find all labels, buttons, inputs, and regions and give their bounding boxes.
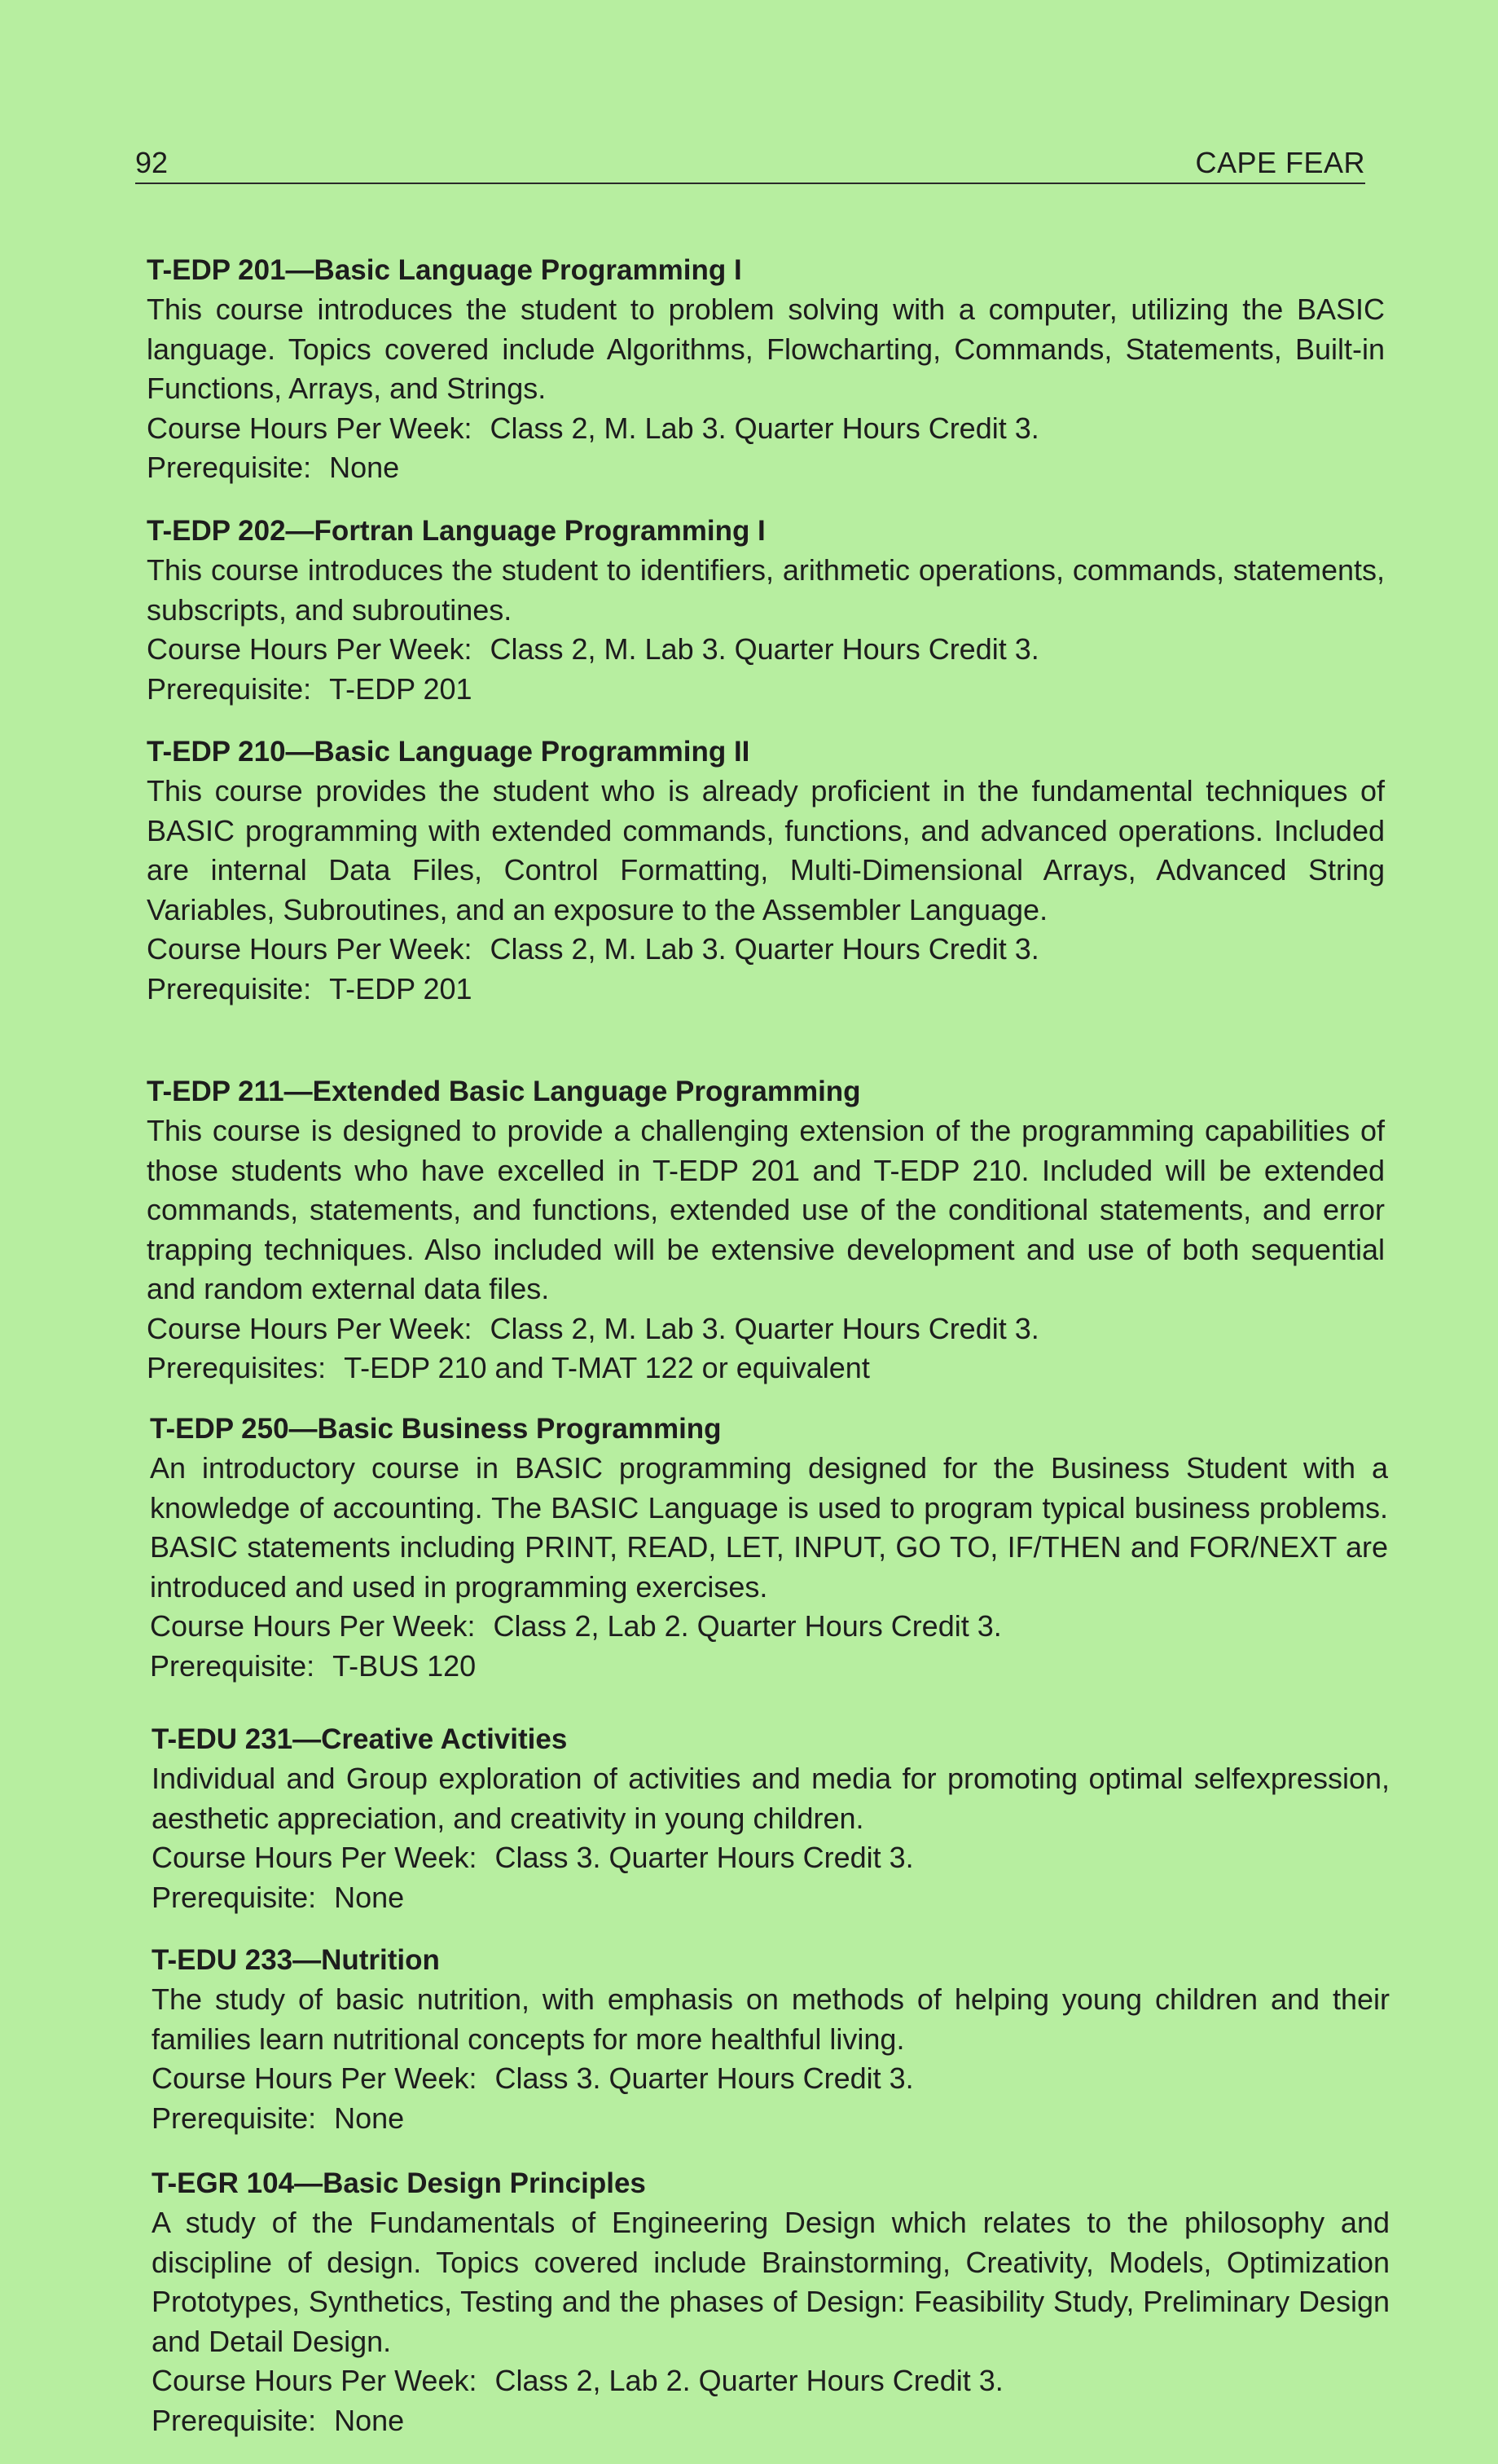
prerequisite-label: Prerequisite: xyxy=(147,971,312,1005)
course-prerequisite xyxy=(147,448,1385,488)
course-hours-value: Class 3. Quarter Hours Credit 3. xyxy=(494,1841,914,1874)
course-title: T-EDP 250—Basic Business Programming xyxy=(150,1413,722,1445)
course-hours-label: Course Hours Per Week: xyxy=(152,2364,477,2397)
course-hours xyxy=(152,1838,1390,1878)
course-hours-value: Class 2, M. Lab 3. Quarter Hours Credit 3. xyxy=(490,1311,1039,1345)
course-prerequisite xyxy=(152,2401,1390,2441)
prerequisite-label: Prerequisite: xyxy=(152,1880,317,1914)
course-hours-value: Class 2, M. Lab 3. Quarter Hours Credit 3. xyxy=(490,932,1039,966)
course-title: T-EDP 211—Extended Basic Language Programming xyxy=(147,1076,861,1107)
running-head xyxy=(135,143,1365,184)
course-description: This course introduces the student to identifiers, arithmetic operations, commands, statements, subscripts, and subroutines. xyxy=(147,553,1385,627)
course-hours xyxy=(152,2361,1390,2401)
course-entry xyxy=(147,732,1385,1009)
page-number: 92 xyxy=(135,146,169,179)
course-hours-value: Class 2, M. Lab 3. Quarter Hours Credit 3. xyxy=(490,632,1039,666)
course-title: T-EDU 231—Creative Activities xyxy=(152,1723,568,1755)
course-prerequisite xyxy=(147,1349,1385,1388)
course-hours-label: Course Hours Per Week: xyxy=(147,1311,472,1345)
course-title: T-EDP 201—Basic Language Programming I xyxy=(147,254,742,286)
course-entry xyxy=(152,1719,1390,1917)
course-entry xyxy=(152,2163,1390,2440)
course-prerequisite xyxy=(147,670,1385,710)
course-title: T-EDP 202—Fortran Language Programming I xyxy=(147,515,766,547)
prerequisite-value: None xyxy=(334,2403,405,2437)
course-prerequisite xyxy=(147,970,1385,1010)
course-description: The study of basic nutrition, with emphasis on methods of helping young children and their families learn nutritional concepts for more healthful living. xyxy=(152,1982,1390,2056)
course-title: T-EDP 210—Basic Language Programming II xyxy=(147,736,750,768)
course-entry xyxy=(152,1940,1390,2138)
prerequisite-label: Prerequisite: xyxy=(152,2403,317,2437)
prerequisite-value: T-EDP 201 xyxy=(329,671,472,706)
prerequisite-value: None xyxy=(334,1880,405,1914)
prerequisite-label: Prerequisite: xyxy=(150,1648,315,1683)
course-hours xyxy=(150,1607,1388,1647)
course-entry xyxy=(147,511,1385,709)
course-hours-value: Class 2, Lab 2. Quarter Hours Credit 3. xyxy=(493,1609,1002,1643)
course-prerequisite xyxy=(150,1647,1388,1687)
course-hours-label: Course Hours Per Week: xyxy=(152,1841,477,1874)
course-entry xyxy=(150,1409,1388,1686)
course-entry xyxy=(147,1071,1385,1388)
prerequisite-value: None xyxy=(329,451,400,484)
course-hours xyxy=(152,2059,1390,2099)
course-hours-value: Class 2, M. Lab 3. Quarter Hours Credit 3. xyxy=(490,411,1039,445)
course-description: This course provides the student who is already proficient in the fundamental techniques of BASIC programming with extended commands, functions, and advanced operations. Included are internal Data Files, Control Formatting, Multi-Dimensional Arrays, Advanced String Variables, Subroutines, and an exposure to the Assembler Language. xyxy=(147,774,1385,926)
prerequisite-value: T-EDP 201 xyxy=(329,971,472,1005)
course-hours-label: Course Hours Per Week: xyxy=(147,932,472,966)
course-description: Individual and Group exploration of activities and media for promoting optimal selfexpression, aesthetic appreciation, and creativity in young children. xyxy=(152,1762,1390,1835)
course-title: T-EGR 104—Basic Design Principles xyxy=(152,2167,646,2199)
course-hours xyxy=(147,1309,1385,1349)
course-hours-label: Course Hours Per Week: xyxy=(147,632,472,666)
course-prerequisite xyxy=(152,2099,1390,2139)
course-description: An introductory course in BASIC programming designed for the Business Student with a knowledge of accounting. The BASIC Language is used to program typical business problems. BASIC statements including PRINT, READ, LET, INPUT, GO TO, IF/THEN and FOR/NEXT are introduced and used in programming exercises. xyxy=(150,1451,1388,1604)
course-entry xyxy=(147,250,1385,488)
course-description: A study of the Fundamentals of Engineering Design which relates to the philosophy and discipline of design. Topics covered include Brainstorming, Creativity, Models, Optimization Prototypes, Synthetics, Testing and the phases of Design: Feasibility Study, Preliminary Design and Detail Design. xyxy=(152,2206,1390,2358)
prerequisite-label: Prerequisite: xyxy=(147,451,312,484)
course-description: This course introduces the student to problem solving with a computer, utilizing the BASIC language. Topics covered include Algorithms, Flowcharting, Commands, Statements, Built-in Functions, Arrays, and Strings. xyxy=(147,293,1385,405)
course-hours-label: Course Hours Per Week: xyxy=(152,2061,477,2095)
prerequisite-value: T-EDP 210 and T-MAT 122 or equivalent xyxy=(344,1351,870,1384)
prerequisite-label: Prerequisite: xyxy=(152,2101,317,2135)
prerequisite-label: Prerequisites: xyxy=(147,1351,327,1384)
prerequisite-label: Prerequisite: xyxy=(147,671,312,706)
course-title: T-EDU 233—Nutrition xyxy=(152,1944,440,1976)
course-hours xyxy=(147,630,1385,670)
prerequisite-value: None xyxy=(334,2101,405,2135)
course-hours-label: Course Hours Per Week: xyxy=(150,1609,476,1643)
course-hours-label: Course Hours Per Week: xyxy=(147,411,472,445)
course-hours-value: Class 3. Quarter Hours Credit 3. xyxy=(494,2061,914,2095)
course-hours-value: Class 2, Lab 2. Quarter Hours Credit 3. xyxy=(494,2364,1004,2397)
course-prerequisite xyxy=(152,1878,1390,1918)
course-description: This course is designed to provide a challenging extension of the programming capabilities of those students who have excelled in T-EDP 201 and T-EDP 210. Included will be extended commands, statements, and functions, extended use of the conditional statements, and error trapping techniques. Also included will be extensive development and use of both sequential and random external data files. xyxy=(147,1114,1385,1305)
prerequisite-value: T-BUS 120 xyxy=(332,1648,477,1683)
course-hours xyxy=(147,930,1385,970)
header-title: CAPE FEAR xyxy=(1195,146,1365,179)
course-hours xyxy=(147,409,1385,449)
